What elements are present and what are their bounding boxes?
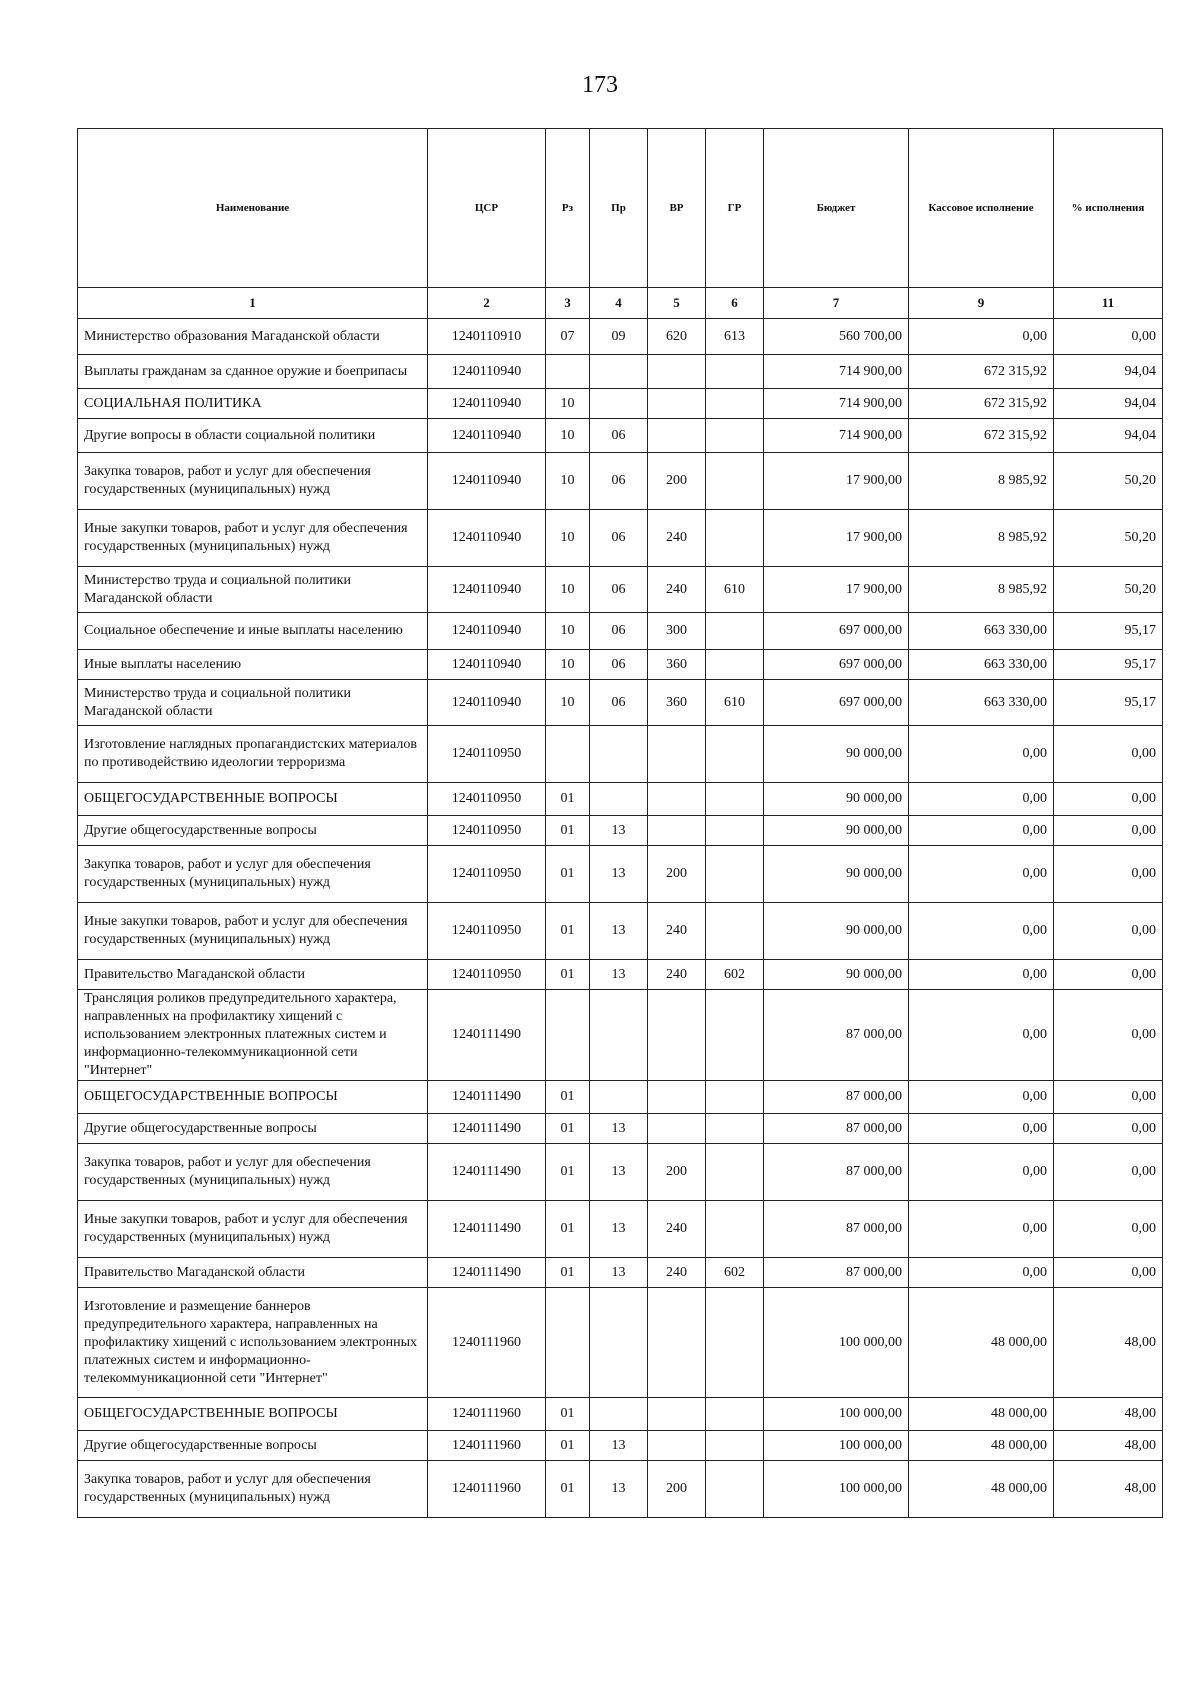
table-row bbox=[78, 567, 1163, 613]
row-cash: 0,00 bbox=[909, 846, 1054, 903]
row-gr bbox=[706, 726, 764, 783]
row-rz: 01 bbox=[546, 903, 590, 960]
row-budget: 100 000,00 bbox=[764, 1398, 909, 1431]
row-vr bbox=[648, 1398, 706, 1431]
row-pr: 13 bbox=[590, 1461, 648, 1518]
row-cash: 0,00 bbox=[909, 1081, 1054, 1114]
row-vr bbox=[648, 1081, 706, 1114]
row-rz: 01 bbox=[546, 1398, 590, 1431]
row-name: Другие общегосударственные вопросы bbox=[78, 816, 428, 846]
row-vr: 200 bbox=[648, 846, 706, 903]
row-budget: 100 000,00 bbox=[764, 1461, 909, 1518]
row-csr: 1240111490 bbox=[428, 1258, 546, 1288]
row-budget: 714 900,00 bbox=[764, 389, 909, 419]
row-budget: 87 000,00 bbox=[764, 1114, 909, 1144]
row-budget: 90 000,00 bbox=[764, 726, 909, 783]
row-pct: 0,00 bbox=[1054, 1081, 1163, 1114]
row-pr bbox=[590, 726, 648, 783]
row-gr: 610 bbox=[706, 680, 764, 726]
row-cash: 672 315,92 bbox=[909, 389, 1054, 419]
table-row bbox=[78, 453, 1163, 510]
budget-table bbox=[77, 128, 1163, 1518]
row-pr: 13 bbox=[590, 1114, 648, 1144]
row-pct: 50,20 bbox=[1054, 510, 1163, 567]
row-cash: 8 985,92 bbox=[909, 567, 1054, 613]
table-row bbox=[78, 1144, 1163, 1201]
row-rz: 01 bbox=[546, 1258, 590, 1288]
table-row bbox=[78, 650, 1163, 680]
table-row bbox=[78, 783, 1163, 816]
header-row bbox=[78, 129, 1163, 288]
row-rz: 10 bbox=[546, 453, 590, 510]
column-number: 7 bbox=[764, 288, 909, 319]
row-vr: 360 bbox=[648, 650, 706, 680]
row-pr bbox=[590, 355, 648, 389]
column-number: 4 bbox=[590, 288, 648, 319]
row-vr: 620 bbox=[648, 319, 706, 355]
row-cash: 663 330,00 bbox=[909, 613, 1054, 650]
row-vr: 200 bbox=[648, 453, 706, 510]
column-number: 11 bbox=[1054, 288, 1163, 319]
row-rz: 10 bbox=[546, 419, 590, 453]
row-vr bbox=[648, 1288, 706, 1398]
column-number: 2 bbox=[428, 288, 546, 319]
table-row bbox=[78, 903, 1163, 960]
header-vr: ВР bbox=[648, 129, 706, 288]
row-budget: 90 000,00 bbox=[764, 783, 909, 816]
row-gr: 613 bbox=[706, 319, 764, 355]
row-gr bbox=[706, 650, 764, 680]
row-name: Закупка товаров, работ и услуг для обеспечения государственных (муниципальных) нужд bbox=[78, 1461, 428, 1518]
row-gr bbox=[706, 1431, 764, 1461]
row-budget: 90 000,00 bbox=[764, 846, 909, 903]
row-gr bbox=[706, 903, 764, 960]
column-number: 6 bbox=[706, 288, 764, 319]
row-cash: 672 315,92 bbox=[909, 355, 1054, 389]
table-row bbox=[78, 1398, 1163, 1431]
row-vr bbox=[648, 389, 706, 419]
row-cash: 48 000,00 bbox=[909, 1288, 1054, 1398]
row-csr: 1240111960 bbox=[428, 1398, 546, 1431]
row-vr: 240 bbox=[648, 567, 706, 613]
row-name: Правительство Магаданской области bbox=[78, 960, 428, 990]
row-gr bbox=[706, 1398, 764, 1431]
row-csr: 1240110940 bbox=[428, 355, 546, 389]
row-gr bbox=[706, 1201, 764, 1258]
row-cash: 48 000,00 bbox=[909, 1398, 1054, 1431]
row-pct: 48,00 bbox=[1054, 1288, 1163, 1398]
row-csr: 1240110950 bbox=[428, 846, 546, 903]
header-name: Наименование bbox=[78, 129, 428, 288]
row-cash: 0,00 bbox=[909, 783, 1054, 816]
row-csr: 1240110950 bbox=[428, 903, 546, 960]
row-pr: 13 bbox=[590, 903, 648, 960]
row-gr bbox=[706, 1144, 764, 1201]
table-row bbox=[78, 846, 1163, 903]
row-pr: 06 bbox=[590, 419, 648, 453]
row-vr: 240 bbox=[648, 1201, 706, 1258]
row-name: Изготовление наглядных пропагандистских материалов по противодействию идеологии терроризма bbox=[78, 726, 428, 783]
table-row bbox=[78, 419, 1163, 453]
row-pr bbox=[590, 990, 648, 1081]
row-name: Изготовление и размещение баннеров предупредительного характера, направленных на профилактику хищений с использованием электронных платежных систем и информационно-телекоммуникационной сети "Интернет" bbox=[78, 1288, 428, 1398]
row-name: Социальное обеспечение и иные выплаты населению bbox=[78, 613, 428, 650]
row-gr bbox=[706, 510, 764, 567]
header-rz: Рз bbox=[546, 129, 590, 288]
page-number: 173 bbox=[582, 72, 618, 98]
row-csr: 1240111960 bbox=[428, 1461, 546, 1518]
row-cash: 0,00 bbox=[909, 903, 1054, 960]
row-csr: 1240111490 bbox=[428, 1081, 546, 1114]
column-number: 3 bbox=[546, 288, 590, 319]
row-gr bbox=[706, 1288, 764, 1398]
table-row bbox=[78, 613, 1163, 650]
row-csr: 1240110910 bbox=[428, 319, 546, 355]
row-pct: 94,04 bbox=[1054, 419, 1163, 453]
row-budget: 87 000,00 bbox=[764, 1201, 909, 1258]
row-gr bbox=[706, 453, 764, 510]
row-vr: 200 bbox=[648, 1144, 706, 1201]
table-row bbox=[78, 319, 1163, 355]
row-pr: 13 bbox=[590, 960, 648, 990]
table-row bbox=[78, 1461, 1163, 1518]
table-row bbox=[78, 726, 1163, 783]
row-rz: 10 bbox=[546, 680, 590, 726]
row-pr bbox=[590, 1081, 648, 1114]
row-budget: 87 000,00 bbox=[764, 1144, 909, 1201]
row-name: Министерство труда и социальной политики Магаданской области bbox=[78, 680, 428, 726]
row-csr: 1240111490 bbox=[428, 1114, 546, 1144]
row-pct: 0,00 bbox=[1054, 903, 1163, 960]
row-budget: 90 000,00 bbox=[764, 960, 909, 990]
column-number: 5 bbox=[648, 288, 706, 319]
row-pr: 06 bbox=[590, 650, 648, 680]
row-cash: 8 985,92 bbox=[909, 510, 1054, 567]
row-rz: 07 bbox=[546, 319, 590, 355]
row-rz: 01 bbox=[546, 1144, 590, 1201]
row-gr bbox=[706, 846, 764, 903]
row-rz: 01 bbox=[546, 1431, 590, 1461]
row-vr bbox=[648, 355, 706, 389]
row-rz bbox=[546, 726, 590, 783]
table-row bbox=[78, 1288, 1163, 1398]
row-csr: 1240111490 bbox=[428, 1144, 546, 1201]
row-pr: 13 bbox=[590, 1258, 648, 1288]
table-body bbox=[78, 319, 1163, 1518]
table-row bbox=[78, 1431, 1163, 1461]
table-row bbox=[78, 960, 1163, 990]
row-name: Другие общегосударственные вопросы bbox=[78, 1431, 428, 1461]
row-vr: 360 bbox=[648, 680, 706, 726]
row-gr bbox=[706, 1114, 764, 1144]
row-csr: 1240110950 bbox=[428, 726, 546, 783]
header-gr: ГР bbox=[706, 129, 764, 288]
row-pr: 06 bbox=[590, 567, 648, 613]
row-pct: 0,00 bbox=[1054, 1201, 1163, 1258]
row-csr: 1240111960 bbox=[428, 1288, 546, 1398]
row-csr: 1240110940 bbox=[428, 510, 546, 567]
row-csr: 1240110950 bbox=[428, 960, 546, 990]
row-pr bbox=[590, 1288, 648, 1398]
row-vr bbox=[648, 1114, 706, 1144]
row-name: Правительство Магаданской области bbox=[78, 1258, 428, 1288]
row-vr bbox=[648, 783, 706, 816]
row-rz bbox=[546, 355, 590, 389]
row-pct: 0,00 bbox=[1054, 816, 1163, 846]
row-pct: 0,00 bbox=[1054, 960, 1163, 990]
row-name: Иные закупки товаров, работ и услуг для обеспечения государственных (муниципальных) нужд bbox=[78, 510, 428, 567]
row-csr: 1240110950 bbox=[428, 783, 546, 816]
table-row bbox=[78, 355, 1163, 389]
column-number-row bbox=[78, 288, 1163, 319]
row-name: Выплаты гражданам за сданное оружие и боеприпасы bbox=[78, 355, 428, 389]
row-pct: 95,17 bbox=[1054, 680, 1163, 726]
row-pr bbox=[590, 1398, 648, 1431]
row-pct: 0,00 bbox=[1054, 1144, 1163, 1201]
header-pct: % исполнения bbox=[1054, 129, 1163, 288]
row-cash: 0,00 bbox=[909, 1114, 1054, 1144]
row-cash: 48 000,00 bbox=[909, 1461, 1054, 1518]
row-cash: 0,00 bbox=[909, 1258, 1054, 1288]
table-row bbox=[78, 1114, 1163, 1144]
row-cash: 48 000,00 bbox=[909, 1431, 1054, 1461]
row-budget: 100 000,00 bbox=[764, 1288, 909, 1398]
row-vr bbox=[648, 816, 706, 846]
column-number: 9 bbox=[909, 288, 1054, 319]
row-name: Иные выплаты населению bbox=[78, 650, 428, 680]
row-rz: 01 bbox=[546, 1461, 590, 1518]
header-pr: Пр bbox=[590, 129, 648, 288]
row-name: ОБЩЕГОСУДАРСТВЕННЫЕ ВОПРОСЫ bbox=[78, 1398, 428, 1431]
row-csr: 1240111490 bbox=[428, 990, 546, 1081]
row-vr: 300 bbox=[648, 613, 706, 650]
row-vr bbox=[648, 419, 706, 453]
row-pct: 0,00 bbox=[1054, 1258, 1163, 1288]
row-pct: 95,17 bbox=[1054, 650, 1163, 680]
row-gr bbox=[706, 783, 764, 816]
row-rz: 01 bbox=[546, 846, 590, 903]
header-cash: Кассовое исполнение bbox=[909, 129, 1054, 288]
row-budget: 17 900,00 bbox=[764, 510, 909, 567]
row-vr bbox=[648, 1431, 706, 1461]
row-vr bbox=[648, 990, 706, 1081]
row-rz: 10 bbox=[546, 567, 590, 613]
row-vr: 240 bbox=[648, 1258, 706, 1288]
row-vr: 240 bbox=[648, 510, 706, 567]
row-rz: 10 bbox=[546, 613, 590, 650]
row-pct: 48,00 bbox=[1054, 1461, 1163, 1518]
row-pct: 50,20 bbox=[1054, 567, 1163, 613]
row-cash: 672 315,92 bbox=[909, 419, 1054, 453]
row-budget: 87 000,00 bbox=[764, 990, 909, 1081]
header-budget: Бюджет bbox=[764, 129, 909, 288]
row-gr bbox=[706, 990, 764, 1081]
row-pct: 0,00 bbox=[1054, 726, 1163, 783]
row-vr: 240 bbox=[648, 960, 706, 990]
row-gr bbox=[706, 816, 764, 846]
row-gr bbox=[706, 1461, 764, 1518]
row-name: ОБЩЕГОСУДАРСТВЕННЫЕ ВОПРОСЫ bbox=[78, 783, 428, 816]
row-pr: 09 bbox=[590, 319, 648, 355]
row-pct: 94,04 bbox=[1054, 355, 1163, 389]
row-pct: 0,00 bbox=[1054, 1114, 1163, 1144]
row-cash: 0,00 bbox=[909, 1201, 1054, 1258]
row-cash: 663 330,00 bbox=[909, 650, 1054, 680]
row-budget: 87 000,00 bbox=[764, 1081, 909, 1114]
row-budget: 714 900,00 bbox=[764, 355, 909, 389]
row-name: Трансляция роликов предупредительного характера, направленных на профилактику хищений с использованием электронных платежных систем и информационно-телекоммуникационной сети "Интернет" bbox=[78, 990, 428, 1081]
row-gr bbox=[706, 613, 764, 650]
row-pr bbox=[590, 783, 648, 816]
row-pr: 06 bbox=[590, 510, 648, 567]
table-row bbox=[78, 1201, 1163, 1258]
column-number: 1 bbox=[78, 288, 428, 319]
row-rz bbox=[546, 990, 590, 1081]
table-row bbox=[78, 680, 1163, 726]
row-vr: 200 bbox=[648, 1461, 706, 1518]
row-pr: 13 bbox=[590, 1144, 648, 1201]
row-name: Закупка товаров, работ и услуг для обеспечения государственных (муниципальных) нужд bbox=[78, 453, 428, 510]
row-cash: 663 330,00 bbox=[909, 680, 1054, 726]
row-rz: 01 bbox=[546, 783, 590, 816]
row-cash: 8 985,92 bbox=[909, 453, 1054, 510]
row-pr: 13 bbox=[590, 1431, 648, 1461]
row-budget: 90 000,00 bbox=[764, 903, 909, 960]
row-csr: 1240110940 bbox=[428, 567, 546, 613]
row-pr: 13 bbox=[590, 1201, 648, 1258]
table-row bbox=[78, 1081, 1163, 1114]
row-budget: 697 000,00 bbox=[764, 680, 909, 726]
row-budget: 697 000,00 bbox=[764, 650, 909, 680]
header-csr: ЦСР bbox=[428, 129, 546, 288]
row-pct: 48,00 bbox=[1054, 1431, 1163, 1461]
row-pr bbox=[590, 389, 648, 419]
row-rz: 01 bbox=[546, 816, 590, 846]
row-name: ОБЩЕГОСУДАРСТВЕННЫЕ ВОПРОСЫ bbox=[78, 1081, 428, 1114]
row-budget: 560 700,00 bbox=[764, 319, 909, 355]
row-csr: 1240110950 bbox=[428, 816, 546, 846]
row-cash: 0,00 bbox=[909, 319, 1054, 355]
row-csr: 1240110940 bbox=[428, 650, 546, 680]
row-gr bbox=[706, 1081, 764, 1114]
row-csr: 1240110940 bbox=[428, 613, 546, 650]
row-cash: 0,00 bbox=[909, 726, 1054, 783]
row-budget: 697 000,00 bbox=[764, 613, 909, 650]
row-rz: 01 bbox=[546, 960, 590, 990]
row-rz: 10 bbox=[546, 650, 590, 680]
table-row bbox=[78, 389, 1163, 419]
row-name: Другие общегосударственные вопросы bbox=[78, 1114, 428, 1144]
row-rz: 10 bbox=[546, 389, 590, 419]
row-vr bbox=[648, 726, 706, 783]
row-gr bbox=[706, 419, 764, 453]
row-vr: 240 bbox=[648, 903, 706, 960]
row-name: Министерство образования Магаданской области bbox=[78, 319, 428, 355]
row-name: Закупка товаров, работ и услуг для обеспечения государственных (муниципальных) нужд bbox=[78, 1144, 428, 1201]
row-pct: 50,20 bbox=[1054, 453, 1163, 510]
row-csr: 1240110940 bbox=[428, 680, 546, 726]
row-cash: 0,00 bbox=[909, 816, 1054, 846]
row-rz bbox=[546, 1288, 590, 1398]
row-cash: 0,00 bbox=[909, 990, 1054, 1081]
row-name: СОЦИАЛЬНАЯ ПОЛИТИКА bbox=[78, 389, 428, 419]
row-gr: 602 bbox=[706, 1258, 764, 1288]
row-csr: 1240110940 bbox=[428, 419, 546, 453]
row-gr bbox=[706, 389, 764, 419]
row-pr: 06 bbox=[590, 680, 648, 726]
row-gr bbox=[706, 355, 764, 389]
row-pct: 0,00 bbox=[1054, 319, 1163, 355]
row-rz: 01 bbox=[546, 1081, 590, 1114]
table-row bbox=[78, 1258, 1163, 1288]
table-row bbox=[78, 510, 1163, 567]
table-row bbox=[78, 816, 1163, 846]
row-csr: 1240111490 bbox=[428, 1201, 546, 1258]
row-budget: 17 900,00 bbox=[764, 453, 909, 510]
row-rz: 01 bbox=[546, 1114, 590, 1144]
row-pr: 06 bbox=[590, 613, 648, 650]
row-rz: 10 bbox=[546, 510, 590, 567]
row-name: Другие вопросы в области социальной политики bbox=[78, 419, 428, 453]
row-gr: 602 bbox=[706, 960, 764, 990]
row-name: Министерство труда и социальной политики Магаданской области bbox=[78, 567, 428, 613]
row-csr: 1240110940 bbox=[428, 389, 546, 419]
row-name: Закупка товаров, работ и услуг для обеспечения государственных (муниципальных) нужд bbox=[78, 846, 428, 903]
row-budget: 100 000,00 bbox=[764, 1431, 909, 1461]
row-pct: 48,00 bbox=[1054, 1398, 1163, 1431]
row-budget: 17 900,00 bbox=[764, 567, 909, 613]
row-budget: 90 000,00 bbox=[764, 816, 909, 846]
row-pr: 06 bbox=[590, 453, 648, 510]
row-cash: 0,00 bbox=[909, 1144, 1054, 1201]
row-pct: 95,17 bbox=[1054, 613, 1163, 650]
row-pr: 13 bbox=[590, 816, 648, 846]
row-pct: 0,00 bbox=[1054, 783, 1163, 816]
row-csr: 1240110940 bbox=[428, 453, 546, 510]
row-pct: 0,00 bbox=[1054, 846, 1163, 903]
row-pct: 0,00 bbox=[1054, 990, 1163, 1081]
row-rz: 01 bbox=[546, 1201, 590, 1258]
row-budget: 714 900,00 bbox=[764, 419, 909, 453]
row-budget: 87 000,00 bbox=[764, 1258, 909, 1288]
table-row bbox=[78, 990, 1163, 1081]
row-csr: 1240111960 bbox=[428, 1431, 546, 1461]
row-gr: 610 bbox=[706, 567, 764, 613]
row-name: Иные закупки товаров, работ и услуг для обеспечения государственных (муниципальных) нужд bbox=[78, 1201, 428, 1258]
row-name: Иные закупки товаров, работ и услуг для обеспечения государственных (муниципальных) нужд bbox=[78, 903, 428, 960]
row-pr: 13 bbox=[590, 846, 648, 903]
row-pct: 94,04 bbox=[1054, 389, 1163, 419]
row-cash: 0,00 bbox=[909, 960, 1054, 990]
